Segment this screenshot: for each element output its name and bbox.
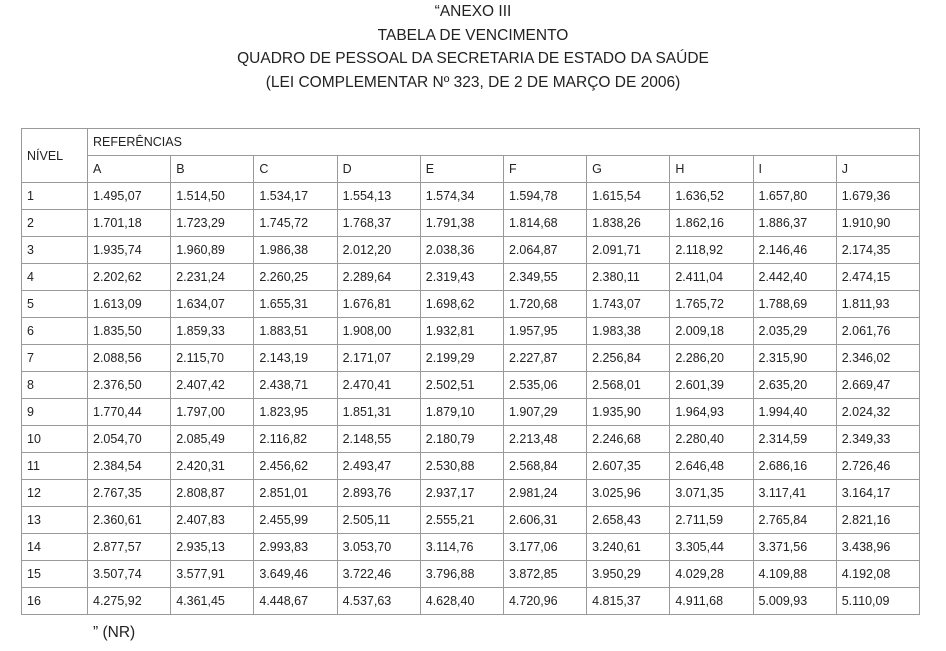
column-header-b: B bbox=[171, 156, 254, 183]
value-cell: 1.657,80 bbox=[753, 183, 836, 210]
referencias-header: REFERÊNCIAS bbox=[88, 129, 920, 156]
value-cell: 2.455,99 bbox=[254, 507, 337, 534]
value-cell: 2.148,55 bbox=[337, 426, 420, 453]
value-cell: 2.213,48 bbox=[503, 426, 586, 453]
value-cell: 1.838,26 bbox=[587, 210, 670, 237]
value-cell: 2.607,35 bbox=[587, 453, 670, 480]
value-cell: 2.442,40 bbox=[753, 264, 836, 291]
value-cell: 4.815,37 bbox=[587, 588, 670, 615]
value-cell: 2.012,20 bbox=[337, 237, 420, 264]
value-cell: 1.835,50 bbox=[88, 318, 171, 345]
table-row bbox=[22, 399, 920, 426]
nivel-cell: 13 bbox=[22, 507, 88, 534]
value-cell: 1.859,33 bbox=[171, 318, 254, 345]
column-header-g: G bbox=[587, 156, 670, 183]
value-cell: 1.986,38 bbox=[254, 237, 337, 264]
value-cell: 2.319,43 bbox=[420, 264, 503, 291]
value-cell: 1.554,13 bbox=[337, 183, 420, 210]
value-cell: 2.180,79 bbox=[420, 426, 503, 453]
value-cell: 1.814,68 bbox=[503, 210, 586, 237]
value-cell: 4.537,63 bbox=[337, 588, 420, 615]
value-cell: 3.025,96 bbox=[587, 480, 670, 507]
nivel-cell: 5 bbox=[22, 291, 88, 318]
value-cell: 2.765,84 bbox=[753, 507, 836, 534]
annex-title: “ANEXO III bbox=[434, 3, 512, 20]
value-cell: 2.474,15 bbox=[836, 264, 919, 291]
value-cell: 5.009,93 bbox=[753, 588, 836, 615]
value-cell: 1.765,72 bbox=[670, 291, 753, 318]
value-cell: 1.495,07 bbox=[88, 183, 171, 210]
value-cell: 2.009,18 bbox=[670, 318, 753, 345]
value-cell: 3.950,29 bbox=[587, 561, 670, 588]
value-cell: 3.240,61 bbox=[587, 534, 670, 561]
value-cell: 3.177,06 bbox=[503, 534, 586, 561]
table-title: TABELA DE VENCIMENTO bbox=[377, 26, 569, 44]
value-cell: 2.384,54 bbox=[88, 453, 171, 480]
value-cell: 2.711,59 bbox=[670, 507, 753, 534]
table-row bbox=[22, 291, 920, 318]
value-cell: 1.514,50 bbox=[171, 183, 254, 210]
value-cell: 2.256,84 bbox=[587, 345, 670, 372]
value-cell: 2.349,55 bbox=[503, 264, 586, 291]
value-cell: 2.085,49 bbox=[171, 426, 254, 453]
value-cell: 2.380,11 bbox=[587, 264, 670, 291]
value-cell: 2.568,01 bbox=[587, 372, 670, 399]
table-row bbox=[22, 237, 920, 264]
value-cell: 1.634,07 bbox=[171, 291, 254, 318]
value-cell: 2.143,19 bbox=[254, 345, 337, 372]
value-cell: 2.937,17 bbox=[420, 480, 503, 507]
value-cell: 2.280,40 bbox=[670, 426, 753, 453]
value-cell: 2.530,88 bbox=[420, 453, 503, 480]
table-row bbox=[22, 426, 920, 453]
value-cell: 1.701,18 bbox=[88, 210, 171, 237]
value-cell: 1.879,10 bbox=[420, 399, 503, 426]
value-cell: 2.726,46 bbox=[836, 453, 919, 480]
value-cell: 2.411,04 bbox=[670, 264, 753, 291]
value-cell: 4.628,40 bbox=[420, 588, 503, 615]
value-cell: 1.676,81 bbox=[337, 291, 420, 318]
value-cell: 1.788,69 bbox=[753, 291, 836, 318]
value-cell: 2.024,32 bbox=[836, 399, 919, 426]
value-cell: 2.314,59 bbox=[753, 426, 836, 453]
value-cell: 5.110,09 bbox=[836, 588, 919, 615]
value-cell: 4.448,67 bbox=[254, 588, 337, 615]
value-cell: 2.315,90 bbox=[753, 345, 836, 372]
value-cell: 1.908,00 bbox=[337, 318, 420, 345]
nivel-cell: 15 bbox=[22, 561, 88, 588]
value-cell: 1.791,38 bbox=[420, 210, 503, 237]
nivel-cell: 10 bbox=[22, 426, 88, 453]
value-cell: 1.655,31 bbox=[254, 291, 337, 318]
nivel-cell: 9 bbox=[22, 399, 88, 426]
value-cell: 1.957,95 bbox=[503, 318, 586, 345]
nivel-cell: 7 bbox=[22, 345, 88, 372]
table-body bbox=[22, 183, 920, 615]
value-cell: 1.698,62 bbox=[420, 291, 503, 318]
value-cell: 4.361,45 bbox=[171, 588, 254, 615]
value-cell: 2.174,35 bbox=[836, 237, 919, 264]
salary-table bbox=[21, 128, 920, 615]
value-cell: 1.574,34 bbox=[420, 183, 503, 210]
value-cell: 1.886,37 bbox=[753, 210, 836, 237]
column-header-j: J bbox=[836, 156, 919, 183]
value-cell: 2.407,42 bbox=[171, 372, 254, 399]
value-cell: 1.594,78 bbox=[503, 183, 586, 210]
value-cell: 1.935,90 bbox=[587, 399, 670, 426]
value-cell: 2.146,46 bbox=[753, 237, 836, 264]
value-cell: 3.053,70 bbox=[337, 534, 420, 561]
column-header-a: A bbox=[88, 156, 171, 183]
nivel-cell: 1 bbox=[22, 183, 88, 210]
value-cell: 2.360,61 bbox=[88, 507, 171, 534]
value-cell: 2.877,57 bbox=[88, 534, 171, 561]
value-cell: 3.796,88 bbox=[420, 561, 503, 588]
value-cell: 1.743,07 bbox=[587, 291, 670, 318]
nivel-header: NÍVEL bbox=[22, 129, 88, 183]
value-cell: 2.061,76 bbox=[836, 318, 919, 345]
value-cell: 2.199,29 bbox=[420, 345, 503, 372]
value-cell: 2.115,70 bbox=[171, 345, 254, 372]
value-cell: 2.407,83 bbox=[171, 507, 254, 534]
nivel-cell: 14 bbox=[22, 534, 88, 561]
value-cell: 1.720,68 bbox=[503, 291, 586, 318]
value-cell: 2.658,43 bbox=[587, 507, 670, 534]
value-cell: 2.116,82 bbox=[254, 426, 337, 453]
value-cell: 2.505,11 bbox=[337, 507, 420, 534]
value-cell: 1.960,89 bbox=[171, 237, 254, 264]
value-cell: 2.851,01 bbox=[254, 480, 337, 507]
value-cell: 1.883,51 bbox=[254, 318, 337, 345]
table-row bbox=[22, 345, 920, 372]
column-header-i: I bbox=[753, 156, 836, 183]
table-row bbox=[22, 318, 920, 345]
value-cell: 2.054,70 bbox=[88, 426, 171, 453]
value-cell: 2.535,06 bbox=[503, 372, 586, 399]
value-cell: 3.071,35 bbox=[670, 480, 753, 507]
value-cell: 2.202,62 bbox=[88, 264, 171, 291]
value-cell: 2.286,20 bbox=[670, 345, 753, 372]
value-cell: 1.932,81 bbox=[420, 318, 503, 345]
value-cell: 2.993,83 bbox=[254, 534, 337, 561]
value-cell: 3.872,85 bbox=[503, 561, 586, 588]
value-cell: 2.821,16 bbox=[836, 507, 919, 534]
value-cell: 1.615,54 bbox=[587, 183, 670, 210]
value-cell: 1.910,90 bbox=[836, 210, 919, 237]
table-head bbox=[22, 129, 920, 183]
value-cell: 2.349,33 bbox=[836, 426, 919, 453]
value-cell: 4.275,92 bbox=[88, 588, 171, 615]
value-cell: 2.502,51 bbox=[420, 372, 503, 399]
value-cell: 2.646,48 bbox=[670, 453, 753, 480]
value-cell: 1.636,52 bbox=[670, 183, 753, 210]
table-row bbox=[22, 534, 920, 561]
document-header bbox=[0, 0, 946, 94]
closing-note: ” (NR) bbox=[93, 624, 136, 641]
value-cell: 1.823,95 bbox=[254, 399, 337, 426]
head-row-referencias bbox=[22, 129, 920, 156]
value-cell: 3.117,41 bbox=[753, 480, 836, 507]
value-cell: 1.770,44 bbox=[88, 399, 171, 426]
value-cell: 1.797,00 bbox=[171, 399, 254, 426]
value-cell: 2.231,24 bbox=[171, 264, 254, 291]
value-cell: 2.118,92 bbox=[670, 237, 753, 264]
nivel-cell: 8 bbox=[22, 372, 88, 399]
nivel-cell: 3 bbox=[22, 237, 88, 264]
value-cell: 2.376,50 bbox=[88, 372, 171, 399]
column-header-f: F bbox=[503, 156, 586, 183]
value-cell: 2.669,47 bbox=[836, 372, 919, 399]
table-row bbox=[22, 264, 920, 291]
staff-title: QUADRO DE PESSOAL DA SECRETARIA DE ESTADO DA SAÚDE bbox=[237, 50, 709, 67]
value-cell: 2.088,56 bbox=[88, 345, 171, 372]
value-cell: 3.722,46 bbox=[337, 561, 420, 588]
value-cell: 1.935,74 bbox=[88, 237, 171, 264]
value-cell: 2.686,16 bbox=[753, 453, 836, 480]
value-cell: 2.635,20 bbox=[753, 372, 836, 399]
value-cell: 2.420,31 bbox=[171, 453, 254, 480]
value-cell: 2.246,68 bbox=[587, 426, 670, 453]
value-cell: 2.035,29 bbox=[753, 318, 836, 345]
table-row bbox=[22, 183, 920, 210]
value-cell: 1.534,17 bbox=[254, 183, 337, 210]
table-row bbox=[22, 453, 920, 480]
value-cell: 2.227,87 bbox=[503, 345, 586, 372]
value-cell: 1.994,40 bbox=[753, 399, 836, 426]
table-row bbox=[22, 588, 920, 615]
value-cell: 3.114,76 bbox=[420, 534, 503, 561]
value-cell: 1.811,93 bbox=[836, 291, 919, 318]
value-cell: 4.192,08 bbox=[836, 561, 919, 588]
value-cell: 1.768,37 bbox=[337, 210, 420, 237]
head-row-columns bbox=[22, 156, 920, 183]
value-cell: 1.613,09 bbox=[88, 291, 171, 318]
value-cell: 3.649,46 bbox=[254, 561, 337, 588]
nivel-cell: 2 bbox=[22, 210, 88, 237]
table-row bbox=[22, 210, 920, 237]
value-cell: 2.091,71 bbox=[587, 237, 670, 264]
value-cell: 1.851,31 bbox=[337, 399, 420, 426]
value-cell: 1.983,38 bbox=[587, 318, 670, 345]
column-header-c: C bbox=[254, 156, 337, 183]
value-cell: 3.305,44 bbox=[670, 534, 753, 561]
value-cell: 1.679,36 bbox=[836, 183, 919, 210]
value-cell: 1.964,93 bbox=[670, 399, 753, 426]
value-cell: 2.555,21 bbox=[420, 507, 503, 534]
nivel-cell: 16 bbox=[22, 588, 88, 615]
value-cell: 4.029,28 bbox=[670, 561, 753, 588]
value-cell: 3.507,74 bbox=[88, 561, 171, 588]
value-cell: 4.911,68 bbox=[670, 588, 753, 615]
nivel-cell: 6 bbox=[22, 318, 88, 345]
value-cell: 3.164,17 bbox=[836, 480, 919, 507]
value-cell: 1.723,29 bbox=[171, 210, 254, 237]
value-cell: 2.808,87 bbox=[171, 480, 254, 507]
value-cell: 2.981,24 bbox=[503, 480, 586, 507]
table-row bbox=[22, 480, 920, 507]
value-cell: 2.767,35 bbox=[88, 480, 171, 507]
column-header-h: H bbox=[670, 156, 753, 183]
table-row bbox=[22, 507, 920, 534]
nivel-cell: 11 bbox=[22, 453, 88, 480]
value-cell: 3.371,56 bbox=[753, 534, 836, 561]
value-cell: 1.745,72 bbox=[254, 210, 337, 237]
value-cell: 2.438,71 bbox=[254, 372, 337, 399]
column-header-e: E bbox=[420, 156, 503, 183]
value-cell: 1.862,16 bbox=[670, 210, 753, 237]
nivel-cell: 4 bbox=[22, 264, 88, 291]
table-row bbox=[22, 561, 920, 588]
value-cell: 2.935,13 bbox=[171, 534, 254, 561]
value-cell: 2.064,87 bbox=[503, 237, 586, 264]
value-cell: 1.907,29 bbox=[503, 399, 586, 426]
value-cell: 4.109,88 bbox=[753, 561, 836, 588]
value-cell: 2.470,41 bbox=[337, 372, 420, 399]
column-header-d: D bbox=[337, 156, 420, 183]
value-cell: 2.893,76 bbox=[337, 480, 420, 507]
value-cell: 2.171,07 bbox=[337, 345, 420, 372]
value-cell: 2.038,36 bbox=[420, 237, 503, 264]
value-cell: 2.493,47 bbox=[337, 453, 420, 480]
value-cell: 2.289,64 bbox=[337, 264, 420, 291]
value-cell: 2.601,39 bbox=[670, 372, 753, 399]
value-cell: 2.568,84 bbox=[503, 453, 586, 480]
nivel-cell: 12 bbox=[22, 480, 88, 507]
value-cell: 3.438,96 bbox=[836, 534, 919, 561]
value-cell: 3.577,91 bbox=[171, 561, 254, 588]
value-cell: 4.720,96 bbox=[503, 588, 586, 615]
value-cell: 2.456,62 bbox=[254, 453, 337, 480]
law-reference: (LEI COMPLEMENTAR Nº 323, DE 2 DE MARÇO DE 2006) bbox=[265, 73, 681, 91]
value-cell: 2.346,02 bbox=[836, 345, 919, 372]
value-cell: 2.260,25 bbox=[254, 264, 337, 291]
table-row bbox=[22, 372, 920, 399]
value-cell: 2.606,31 bbox=[503, 507, 586, 534]
